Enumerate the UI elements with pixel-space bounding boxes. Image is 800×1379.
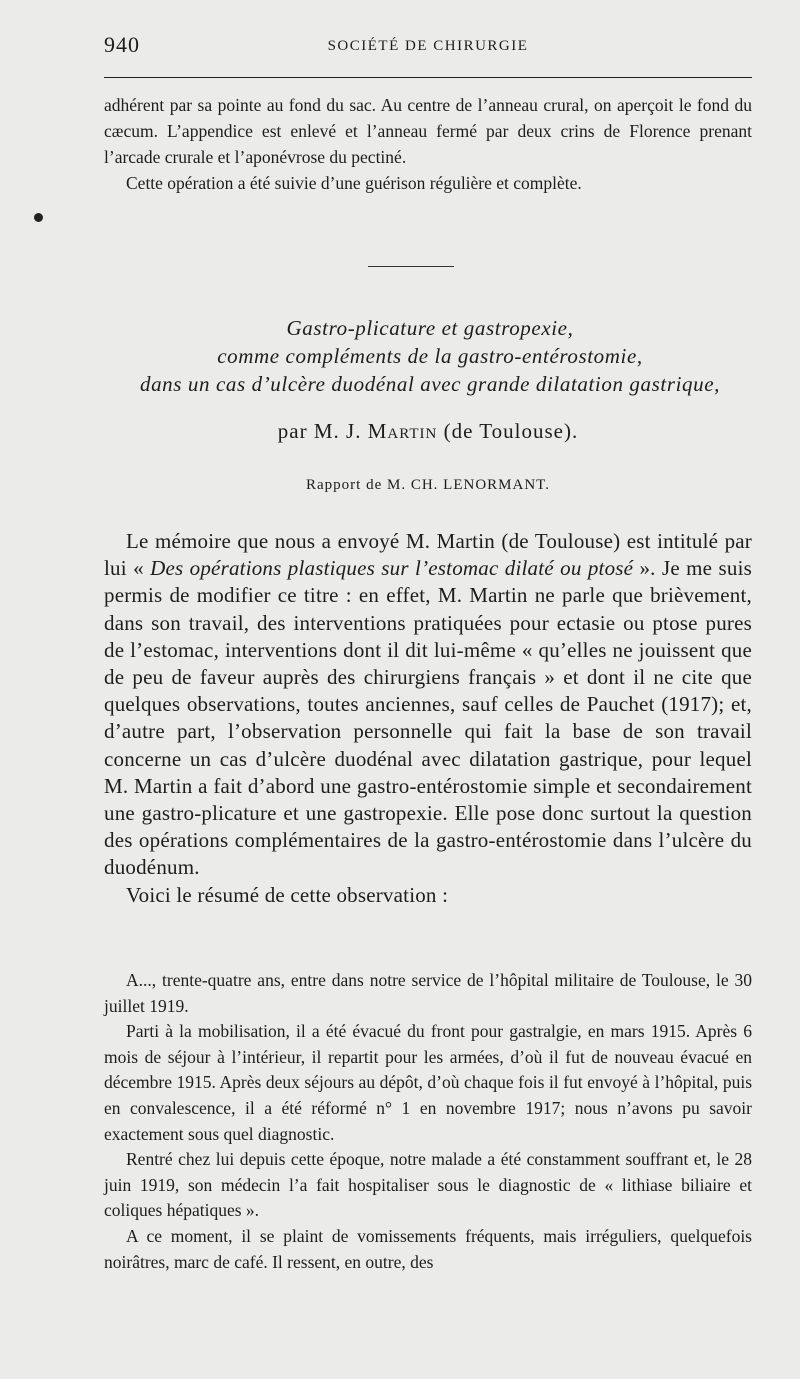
observation-paragraph: A ce moment, il se plaint de vomissements fréquents, mais irréguliers, quelquefois noirâtres, marc de café. Il ressent, en outre, des — [104, 1225, 752, 1272]
article-title-line-3: dans un cas d’ulcère duodénal avec grande dilatation gastrique, — [139, 372, 721, 396]
body-paragraph-1 — [104, 528, 752, 882]
author-suffix: (de Toulouse). — [443, 419, 579, 443]
running-head: SOCIÉTÉ DE CHIRURGIE — [327, 38, 529, 54]
section-separator — [368, 266, 454, 267]
observation-paragraph: A..., trente-quatre ans, entre dans notre service de l’hôpital militaire de Toulouse, le 30 juillet 1919. — [104, 970, 752, 1016]
observation-section — [104, 968, 752, 1275]
article-title-line-1: Gastro-plicature et gastropexie, — [286, 316, 574, 340]
margin-mark — [34, 213, 43, 222]
body-text: Le mémoire que nous a envoyé M. Martin (de Toulouse) est intitulé par lui « — [104, 529, 752, 581]
page-header — [104, 32, 752, 64]
author-prefix: par M. J. — [277, 419, 362, 443]
body-paragraph-2: Voici le résumé de cette observation : — [126, 882, 449, 907]
continued-paragraph: adhérent par sa pointe au fond du sac. Au centre de l’anneau crural, on aperçoit le fond du cæcum. L’appendice est enlevé et l’anneau fermé par deux crins de Florence prenant l’arcade crurale et l’aponévrose du pectiné. — [104, 95, 752, 167]
report-line: Rapport de M. CH. LENORMANT. — [306, 477, 550, 493]
article-title-line-2: comme compléments de la gastro-entérostomie, — [217, 344, 643, 368]
page-number: 940 — [104, 32, 140, 57]
quoted-title: Des opérations plastiques sur l’estomac dilaté ou ptosé — [150, 556, 634, 581]
author-name: Martin — [367, 419, 438, 443]
continued-text — [104, 92, 752, 196]
header-rule — [104, 77, 752, 78]
observation-paragraph: Parti à la mobilisation, il a été évacué du front pour gastralgie, en mars 1915. Après 6 mois de séjour à l’intérieur, il repartit pour les armées, d’où il fut de nouveau évacué en décembre 1915. Après deux séjours au dépôt, d’où chaque fois il fut envoyé à l’hôpital, puis en convalescence, il a été réformé n° 1 en novembre 1917; nous n’avons pu savoir exactement sous quel diagnostic. — [104, 1021, 752, 1144]
article-body — [104, 528, 752, 909]
observation-paragraph: Rentré chez lui depuis cette époque, notre malade a été constamment souffrant et, le 28 juin 1919, son médecin l’a fait hospitaliser sous le diagnostic de « lithiase biliaire et coliques hépatiques ». — [104, 1149, 752, 1221]
body-text: ». Je me suis permis de modifier ce titre : en effet, M. Martin ne parle que brièvement, dans son travail, des interventions pratiquées pour ectasie ou ptose pures de l’estomac, interventions dont il dit lui-même « qu’elles ne jouissent que de peu de faveur auprès des chirurgiens français » et dont il ne cite que quelques observations, toutes anciennes, sauf celles de Pauchet (1917); et, d’autre part, l’observation personnelle qui fait la base de son travail concerne un cas d’ulcère duodénal avec dilatation gastrique, pour lequel M. Martin a fait d’abord une gastro-entérostomie simple et secondairement une gastro-plicature et une gastropexie. Elle pose donc surtout la question des opérations complémentaires de la gastro-entérostomie dans l’ulcère du duodénum. — [104, 556, 752, 880]
article-author — [104, 419, 752, 444]
outcome-paragraph: Cette opération a été suivie d’une guérison régulière et complète. — [126, 173, 582, 193]
